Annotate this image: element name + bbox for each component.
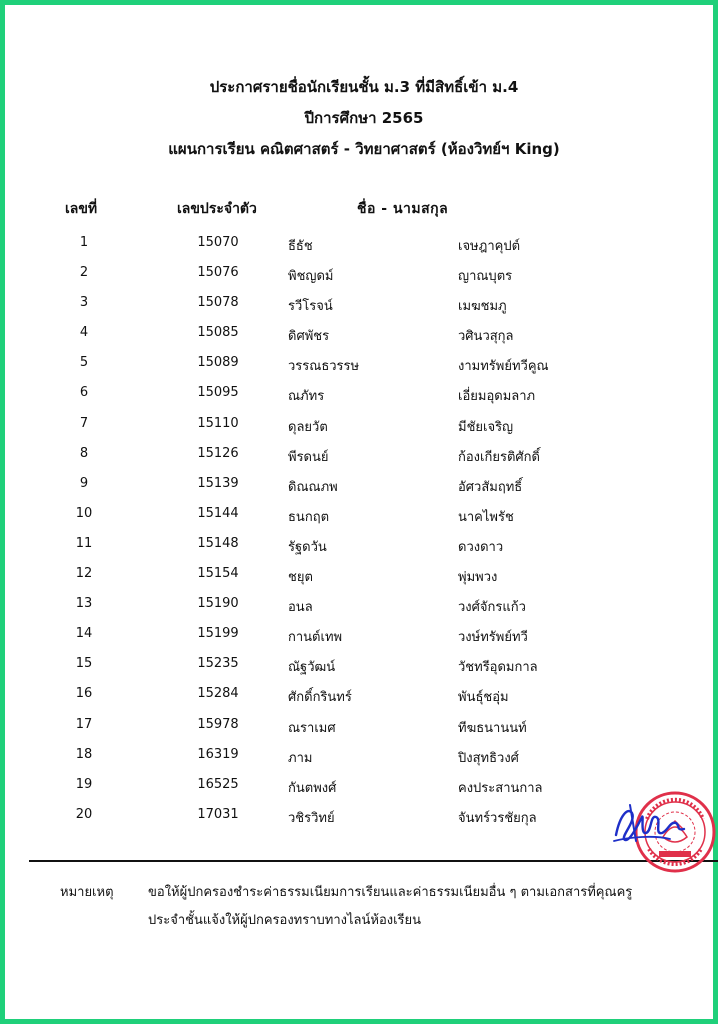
last-name: ญาณบุตร: [458, 269, 513, 285]
first-name: อนล: [288, 600, 313, 616]
row-number: 9: [79, 475, 89, 491]
last-name: วงศ์จักรแก้ว: [458, 600, 526, 616]
note-text-line-2: ประจำชั้นแจ้งให้ผู้ปกครองทราบทางไลน์ห้องเรียน: [148, 913, 422, 928]
student-id: 15148: [197, 535, 239, 551]
last-name: พุ่มพวง: [458, 570, 498, 586]
table-row: [5, 412, 718, 442]
student-id: 15144: [197, 505, 239, 521]
table-row: [5, 261, 718, 291]
first-name: ศักดิ์กรินทร์: [288, 690, 352, 706]
first-name: รัฐดวัน: [288, 539, 327, 555]
student-id: 15235: [197, 656, 239, 672]
row-number: 18: [75, 746, 93, 762]
table-row: [5, 652, 718, 682]
first-name: พิชญดม์: [288, 269, 334, 285]
student-id: 15070: [197, 235, 239, 250]
row-number: 20: [75, 806, 93, 822]
last-name: เมฆชมภู: [458, 299, 507, 315]
row-number: 2: [79, 265, 89, 281]
last-name: วงษ์ทรัพย์ทวี: [458, 630, 528, 646]
last-name: ทีฆธนานนท์: [458, 720, 527, 736]
student-id: 15095: [197, 385, 239, 401]
last-name: งามทรัพย์ทวีคูณ: [458, 359, 549, 375]
row-number: 3: [79, 295, 89, 311]
last-name: วศินวสุกุล: [458, 329, 514, 345]
table-row: [5, 622, 718, 652]
row-number: 13: [75, 596, 93, 612]
first-name: กันตพงศ์: [288, 780, 337, 796]
first-name: ดิศพัชร: [288, 329, 330, 345]
last-name: พันธุ์ชอุ่ม: [458, 690, 509, 706]
row-number: 7: [79, 415, 89, 431]
student-id: 15089: [197, 355, 239, 371]
table-row: [5, 472, 718, 502]
first-name: วชิรวิทย์: [288, 810, 335, 826]
last-name: เอี่ยมอุดมลาภ: [458, 389, 536, 405]
first-name: ณราเมศ: [288, 720, 336, 736]
first-name: ดิณณภพ: [288, 479, 338, 495]
page-title: ประกาศรายชื่อนักเรียนชั้น ม.3 ที่มีสิทธิ์เข้า ม.4: [209, 78, 519, 96]
student-id: 15076: [197, 265, 239, 281]
first-name: ชยุต: [288, 570, 313, 586]
first-name: ดุลยวัต: [288, 419, 328, 435]
first-name: ณภัทร: [288, 389, 325, 405]
table-row: [5, 682, 718, 712]
column-header-student-id: เลขประจำตัว: [177, 201, 257, 217]
first-name: ภาม: [288, 750, 313, 766]
table-row: [5, 713, 718, 743]
student-list: [5, 231, 718, 833]
row-number: 5: [79, 355, 89, 371]
student-id: 17031: [197, 806, 239, 822]
row-number: 1: [79, 235, 89, 250]
last-name: วัชทรีอุดมกาล: [458, 660, 538, 676]
student-id: 15284: [197, 686, 239, 702]
last-name: ปิงสุทธิวงศ์: [458, 750, 519, 766]
student-id: 16525: [197, 776, 239, 792]
row-number: 8: [79, 445, 89, 461]
last-name: ดวงดาว: [458, 539, 504, 555]
student-id: 15085: [197, 325, 239, 341]
table-row: [5, 291, 718, 321]
student-id: 15139: [197, 475, 239, 491]
row-number: 10: [75, 505, 93, 521]
last-name: เจษฎาคุปต์: [458, 239, 521, 254]
student-id: 15154: [197, 566, 239, 582]
divider: [29, 860, 718, 862]
row-number: 16: [75, 686, 93, 702]
student-id: 16319: [197, 746, 239, 762]
study-program: แผนการเรียน คณิตศาสตร์ - วิทยาศาสตร์ (ห้องวิทย์ฯ King): [168, 140, 560, 158]
row-number: 14: [75, 626, 93, 642]
first-name: ณัฐวัฒน์: [288, 660, 336, 676]
note-label: หมายเหตุ: [60, 885, 114, 900]
student-id: 15978: [197, 716, 239, 732]
last-name: คงประสานกาล: [458, 780, 543, 796]
last-name: ก้องเกียรติศักดิ์: [458, 449, 540, 465]
row-number: 6: [79, 385, 89, 401]
table-row: [5, 592, 718, 622]
academic-year: ปีการศึกษา 2565: [304, 109, 424, 127]
first-name: ธีธัช: [288, 239, 313, 254]
table-row: [5, 231, 718, 261]
table-row: [5, 351, 718, 381]
last-name: มีชัยเจริญ: [458, 419, 514, 435]
table-row: [5, 502, 718, 532]
table-row: [5, 532, 718, 562]
row-number: 17: [75, 716, 93, 732]
table-row: [5, 442, 718, 472]
table-row: [5, 743, 718, 773]
table-row: [5, 562, 718, 592]
row-number: 11: [75, 535, 93, 551]
first-name: วรรณธวรรษ: [288, 359, 360, 375]
student-id: 15199: [197, 626, 239, 642]
first-name: รวีโรจน์: [288, 299, 333, 315]
note-text-line-1: ขอให้ผู้ปกครองชำระค่าธรรมเนียมการเรียนและค่าธรรมเนียมอื่น ๆ ตามเอกสารที่คุณครู: [148, 885, 633, 900]
table-row: [5, 321, 718, 351]
table-row: [5, 381, 718, 411]
first-name: กานต์เทพ: [288, 630, 343, 646]
row-number: 4: [79, 325, 89, 341]
column-header-name: ชื่อ - นามสกุล: [357, 201, 449, 217]
column-header-number: เลขที่: [65, 201, 98, 217]
student-id: 15126: [197, 445, 239, 461]
student-id: 15110: [197, 415, 239, 431]
row-number: 19: [75, 776, 93, 792]
last-name: นาคไพรัช: [458, 509, 514, 525]
student-id: 15078: [197, 295, 239, 311]
first-name: ธนกฤต: [288, 509, 330, 525]
row-number: 12: [75, 566, 93, 582]
last-name: อัศวสัมฤทธิ์: [458, 479, 523, 495]
signature-icon: [610, 795, 690, 855]
first-name: พีรดนย์: [288, 449, 329, 465]
last-name: จันทร์วรชัยกุล: [458, 810, 537, 826]
row-number: 15: [75, 656, 93, 672]
student-id: 15190: [197, 596, 239, 612]
